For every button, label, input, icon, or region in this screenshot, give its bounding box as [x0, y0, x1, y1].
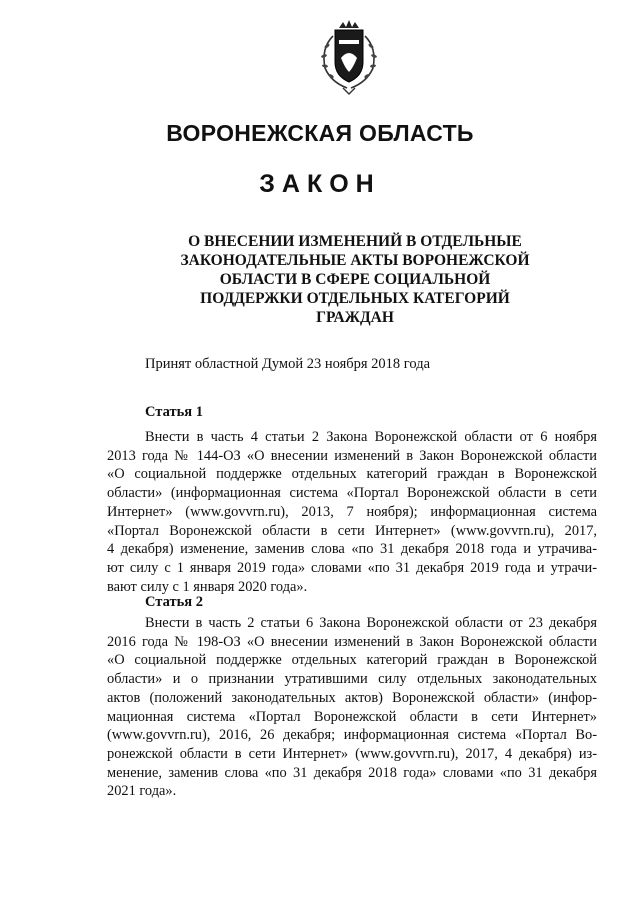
article-1-line: «О социальной поддержке отдельных категорий граждан в Воронежской [107, 466, 597, 483]
law-title-line: ГРАЖДАН [316, 309, 394, 326]
article-2-line: Внести в часть 2 статьи 6 Закона Воронежской области от 23 декабря [145, 615, 597, 631]
article-2-line: ронежской области в сети Интернет» (www.govvrn.ru), 2017, 4 декабря) из- [107, 745, 597, 762]
article-1-line: области» (информационная система «Портал Воронежской области в сети [107, 485, 597, 502]
article-2-line: актов (положений законодательных актов) Воронежской области» (инфор- [107, 689, 597, 706]
law-title-line: ПОДДЕРЖКИ ОТДЕЛЬНЫХ КАТЕГОРИЙ [200, 290, 510, 307]
article-1-body [107, 428, 597, 596]
article-2-line: 2016 года № 198-ОЗ «О внесении изменений в Закон Воронежской области [107, 633, 597, 650]
coat-of-arms-icon [303, 18, 395, 98]
article-2-line: менение, заменив слова «по 31 декабря 2018 года» словами «по 31 декабря [107, 764, 597, 781]
article-2-line: (www.govvrn.ru), 2016, 26 декабря; информационная система «Портал Во- [107, 727, 597, 744]
article-1-line: Интернет» (www.govvrn.ru), 2013, 7 ноября); информационная система [107, 503, 597, 520]
article-1-line: Внести в часть 4 статьи 2 Закона Воронежской области от 6 ноября [145, 429, 597, 445]
adoption-date: Принят областной Думой 23 ноября 2018 года [145, 356, 431, 372]
law-title-line: О ВНЕСЕНИИ ИЗМЕНЕНИЙ В ОТДЕЛЬНЫЕ [188, 233, 522, 250]
article-2-line: «О социальной поддержке отдельных категорий граждан в Воронежской [107, 652, 597, 669]
law-title-line: ЗАКОНОДАТЕЛЬНЫЕ АКТЫ ВОРОНЕЖСКОЙ [180, 252, 530, 269]
article-2-heading: Статья 2 [145, 594, 203, 610]
article-2-line: 2021 года». [107, 783, 177, 800]
article-1-heading: Статья 1 [145, 404, 203, 420]
region-name: ВОРОНЕЖСКАЯ ОБЛАСТЬ [166, 120, 474, 146]
article-1-line: «Портал Воронежской области в сети Интернет» (www.govvrn.ru), 2017, [107, 522, 597, 539]
article-2-body [107, 614, 597, 801]
law-title-line: ОБЛАСТИ В СФЕРЕ СОЦИАЛЬНОЙ [219, 271, 491, 288]
article-1-line: 4 декабря) изменение, заменив слова «по 31 декабря 2018 года и утрачива- [107, 541, 597, 558]
article-1-line: вают силу с 1 января 2020 года». [107, 578, 308, 595]
article-2-line: мационная система «Портал Воронежской области в сети Интернет» [107, 708, 597, 725]
law-title [140, 232, 570, 327]
document-type: ЗАКОН [259, 170, 381, 198]
article-2-line: области» и о признании утратившими силу отдельных законодательных [107, 671, 597, 688]
article-1-line: ют силу с 1 января 2019 года» словами «по 31 декабря 2019 года и утрачи- [107, 559, 597, 576]
article-1-line: 2013 года № 144-ОЗ «О внесении изменений в Закон Воронежской области [107, 447, 597, 464]
